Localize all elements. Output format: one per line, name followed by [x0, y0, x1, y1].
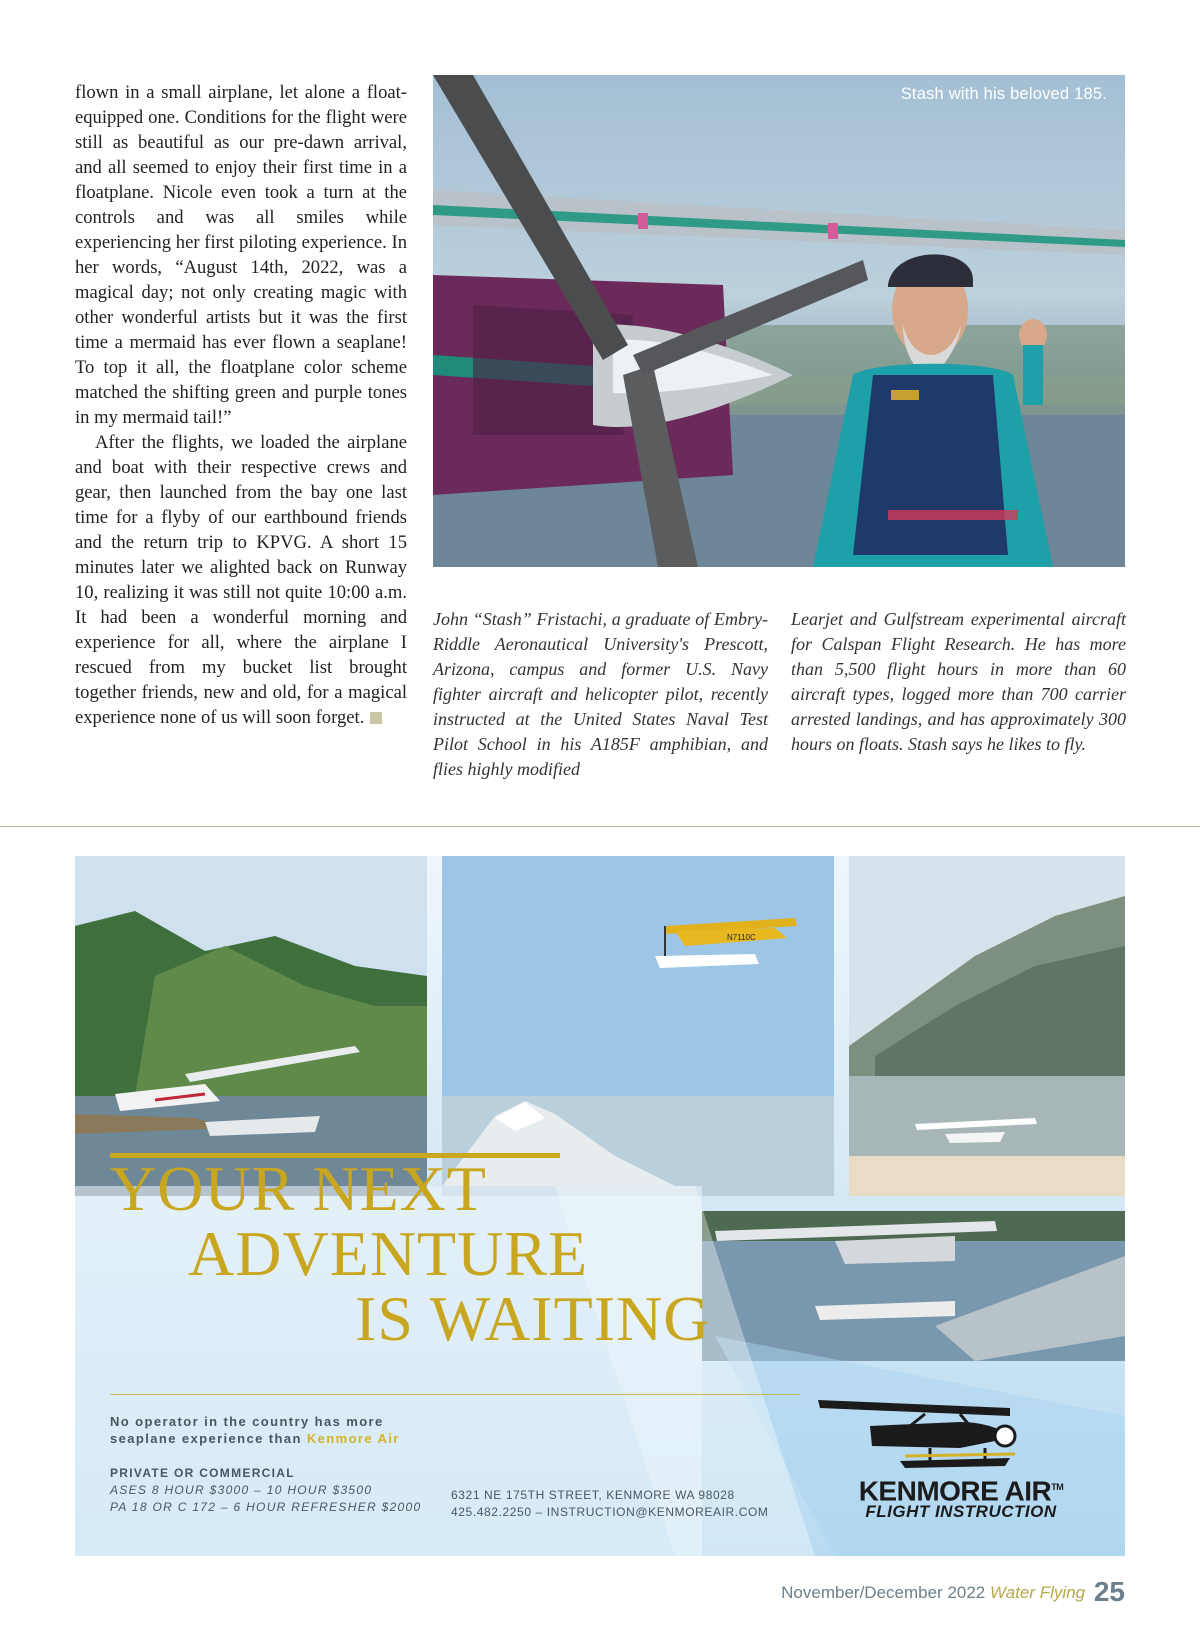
logo-subtitle: FLIGHT INSTRUCTION — [865, 1502, 1057, 1521]
kenmore-air-advertisement — [75, 856, 1125, 1556]
logo-wordmark-text: KENMORE AIR — [858, 1475, 1052, 1507]
pilot-photo-illustration — [433, 75, 1125, 567]
headline-line-1: YOUR NEXT — [110, 1153, 487, 1224]
pricing-line: PA 18 OR C 172 – 6 HOUR REFRESHER $2000 — [110, 1500, 422, 1514]
trademark-symbol: TM — [1051, 1482, 1064, 1492]
ad-photo-dock-plane — [702, 1211, 1125, 1361]
street-address: 6321 NE 175TH STREET, KENMORE WA 98028 — [451, 1488, 735, 1502]
ad-photo-beach-plane — [849, 856, 1125, 1196]
end-of-article-mark — [370, 712, 382, 724]
pricing-block — [110, 1465, 421, 1516]
pricing-header: PRIVATE OR COMMERCIAL — [110, 1466, 295, 1480]
plane-registration: N7110C — [727, 933, 756, 942]
magazine-name: Water Flying — [990, 1583, 1086, 1602]
author-bio-column-1: John “Stash” Fristachi, a graduate of Embry-Riddle Aeronautical University's Prescott, Arizona, campus and former U.S. Navy fighter aircraft and helicopter pilot, recently instructed at the United States Naval Test Pilot School in his A185F amphibian, and flies highly modified — [433, 609, 768, 779]
ad-tagline — [110, 1413, 400, 1447]
ad-photo-yellow-cub — [442, 856, 834, 1196]
phone-email: 425.482.2250 – INSTRUCTION@KENMOREAIR.COM — [451, 1505, 769, 1519]
headline-line-3: IS WAITING — [355, 1283, 711, 1354]
tagline-brand: Kenmore Air — [306, 1431, 400, 1446]
photo-caption: Stash with his beloved 185. — [900, 85, 1107, 103]
article-paragraph-text: After the flights, we loaded the airplane and boat with their respective crews and gear, then launched from the bay one last time for a flyby of our earthbound friends and the return trip to KPVG. A short 15 minutes later we alighted back on Runway 10, realizing it was still not quite 10:00 a.m. It had been a wonderful morning and experience for all, where the airplane I rescued from my bucket list brought together friends, new and old, for a magical experience none of us will soon forget. — [75, 432, 407, 728]
headline-line-2: ADVENTURE — [188, 1218, 589, 1289]
article-body — [75, 80, 407, 730]
pilot-photo — [433, 75, 1125, 567]
article-paragraph — [75, 430, 407, 730]
tagline-line-2 — [110, 1430, 400, 1447]
ad-photo-mountain-lake — [75, 856, 427, 1196]
page-number: 25 — [1093, 1576, 1125, 1607]
pricing-line: ASES 8 HOUR $3000 – 10 HOUR $3500 — [110, 1483, 373, 1497]
page-folio — [781, 1576, 1125, 1608]
headline-bottom-rule — [110, 1394, 800, 1395]
tagline-line-1: No operator in the country has more — [110, 1414, 384, 1429]
ad-headline — [110, 1153, 711, 1354]
issue-date: November/December 2022 — [781, 1583, 986, 1602]
section-divider — [0, 826, 1200, 827]
author-bio-column-2: Learjet and Gulfstream experimental aircraft for Calspan Flight Research. He has more than 5,500 flight hours in more than 60 aircraft types, logged more than 700 carrier arrested landings, and has approximately 300 hours on floats. Stash says he likes to fly. — [791, 609, 1126, 754]
contact-block — [451, 1487, 769, 1521]
article-paragraph: flown in a small airplane, let alone a float-equipped one. Conditions for the flight were still as beautiful as our pre-dawn arrival, and all seemed to enjoy their first time in a floatplane. Nicole even took a turn at the controls and was all smiles while experiencing her first piloting experience. In her words, “August 14th, 2022, was a magical day; not only creating magic with other wonderful artists but it was the first time a mermaid has ever flown a seaplane! To top it all, the floatplane color scheme matched the shifting green and purple tones in my mermaid tail!” — [75, 82, 407, 428]
tagline-text: seaplane experience than — [110, 1431, 307, 1446]
